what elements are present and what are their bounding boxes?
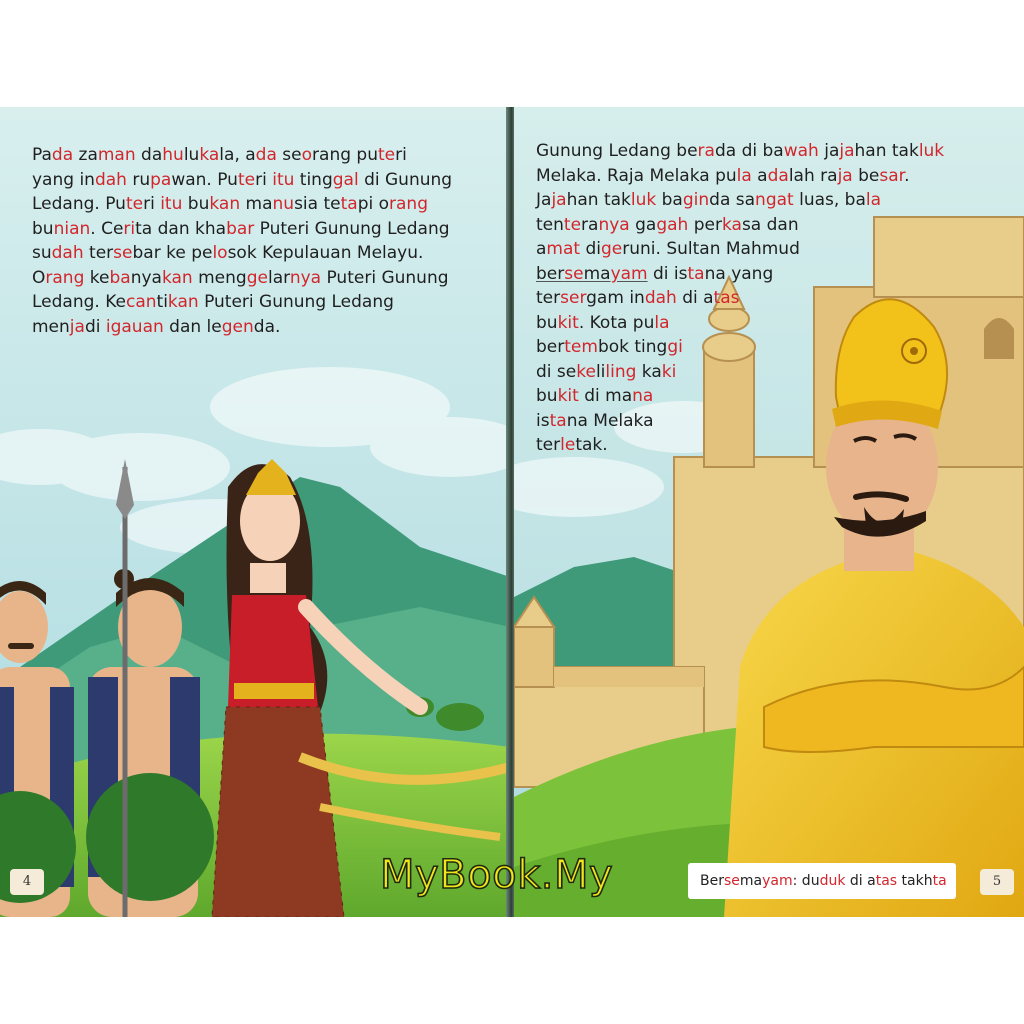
syllable-highlight: luk [630, 190, 657, 210]
book-spread [0, 107, 1024, 917]
text-segment: ten [536, 214, 564, 235]
syllable-highlight: da [255, 145, 277, 165]
syllable-highlight: ja [837, 165, 853, 186]
syllable-highlight: ge [246, 267, 268, 288]
syllable-highlight: tas [713, 288, 740, 308]
text-segment: ma [240, 194, 273, 214]
syllable-highlight: dah [51, 243, 84, 263]
syllable-highlight: na [632, 386, 654, 406]
text-segment: di ma [578, 386, 633, 406]
syllable-highlight: se [564, 263, 584, 284]
text-segment: ter [536, 288, 561, 308]
syllable-highlight: tem [564, 337, 598, 357]
story-line [536, 213, 1006, 238]
syllable-highlight: mat [546, 239, 581, 259]
syllable-highlight: ja [551, 190, 567, 210]
story-line [536, 237, 1006, 262]
syllable-highlight: tas [875, 873, 898, 889]
syllable-highlight: hu [162, 145, 184, 165]
syllable-highlight: se [723, 873, 740, 889]
syllable-highlight: nya [289, 267, 322, 288]
text-segment: . [904, 165, 910, 186]
text-segment: Ledang. Pu [32, 194, 126, 214]
text-segment: se [276, 145, 302, 165]
text-segment: bu [536, 312, 558, 333]
text-segment: la, [219, 145, 246, 165]
syllable-highlight: lo [212, 243, 228, 263]
text-segment: : du [792, 873, 820, 889]
text-segment: da di ba [714, 141, 784, 161]
left-story-text [32, 143, 492, 339]
syllable-highlight: te [125, 194, 144, 214]
text-segment: ber [536, 263, 565, 284]
text-segment: han tak [566, 190, 631, 210]
story-line [536, 335, 1006, 360]
syllable-highlight: ge [601, 239, 623, 259]
syllable-highlight: te [237, 169, 256, 190]
text-segment: a [751, 165, 768, 186]
text-segment: ru [126, 169, 151, 190]
story-line [32, 192, 492, 217]
text-segment: di [580, 239, 601, 259]
text-segment: na Melaka [566, 410, 654, 431]
syllable-highlight: rang [45, 267, 85, 288]
syllable-highlight: gin [682, 190, 710, 210]
text-segment: luas, ba [793, 190, 866, 210]
text-segment: Ber [700, 873, 724, 889]
text-segment: di Gunung [358, 169, 453, 190]
story-line [536, 384, 1006, 409]
page-number-left: 4 [10, 869, 44, 895]
text-segment: ta dan kha [135, 218, 227, 239]
text-segment: di se [536, 361, 577, 382]
syllable-highlight: wah [783, 141, 819, 161]
syllable-highlight: la [736, 165, 752, 186]
text-segment: ka [636, 361, 662, 382]
syllable-highlight: ta [932, 873, 947, 889]
text-segment: bu [182, 194, 210, 214]
text-segment: ri [255, 169, 273, 190]
text-segment: Ledang. Ke [32, 292, 126, 312]
syllable-highlight: igauan [105, 316, 164, 337]
story-line [536, 433, 1006, 458]
syllable-highlight: gal [332, 169, 359, 190]
syllable-highlight: ta [340, 194, 358, 214]
syllable-highlight: ja [839, 141, 855, 161]
syllable-highlight: ja [69, 316, 85, 337]
story-line [536, 286, 1006, 311]
story-line [536, 409, 1006, 434]
syllable-highlight: da [767, 165, 789, 186]
syllable-highlight: kit [557, 386, 579, 406]
syllable-highlight: can [125, 292, 157, 312]
text-segment: sia te [294, 194, 341, 214]
syllable-highlight: dah [94, 169, 127, 190]
text-segment: lah ra [788, 165, 838, 186]
right-page [514, 107, 1024, 917]
syllable-highlight: ke [576, 361, 596, 382]
syllable-highlight: la [865, 190, 882, 210]
text-segment: tak. [575, 435, 608, 455]
text-segment: pi o [357, 194, 390, 214]
story-line [32, 290, 492, 315]
story-line [32, 266, 492, 291]
text-segment: di is [647, 263, 688, 284]
text-segment: bar ke pe [132, 243, 213, 263]
text-segment: Ja [536, 190, 552, 210]
text-segment: wan. Pu [171, 169, 238, 190]
text-segment: rang pu [312, 145, 378, 165]
text-segment: Puteri Gunung [321, 267, 449, 288]
text-segment: na yang [704, 263, 774, 284]
text-segment: ma [583, 263, 611, 284]
glossary-box [688, 863, 956, 899]
syllable-highlight: duk [819, 873, 846, 889]
text-segment: ber [536, 337, 565, 357]
text-segment: da. [253, 316, 281, 337]
story-line [536, 360, 1006, 385]
text-segment: a [245, 145, 256, 165]
syllable-highlight: la [654, 312, 670, 333]
text-segment: han tak [854, 141, 919, 161]
syllable-highlight: kit [557, 312, 579, 333]
syllable-highlight: pa [150, 169, 172, 190]
text-segment: su [32, 243, 52, 263]
syllable-highlight: dah [644, 288, 677, 308]
text-segment: ma [739, 873, 763, 889]
text-segment: lar [267, 267, 290, 288]
text-segment: bok ting [597, 337, 668, 357]
text-segment: yang in [32, 169, 95, 190]
story-line [536, 164, 1006, 189]
text-segment: a [536, 239, 547, 259]
left-page [0, 107, 510, 917]
syllable-highlight: se [113, 243, 133, 263]
text-segment: ri [395, 145, 407, 165]
text-segment: O [32, 267, 46, 288]
text-segment: ting [294, 169, 333, 190]
syllable-highlight: ta [549, 410, 567, 431]
text-segment: di [84, 316, 106, 337]
watermark: MyBook.My [380, 852, 614, 898]
story-line [536, 139, 1006, 164]
text-segment: Puteri Gunung Ledang [254, 218, 450, 239]
syllable-highlight: kan [161, 267, 193, 288]
text-segment: ti [156, 292, 168, 312]
syllable-highlight: ser [560, 288, 587, 308]
syllable-highlight: ra [697, 141, 715, 161]
syllable-highlight: kan [209, 194, 241, 214]
text-segment: meng [192, 267, 247, 288]
syllable-highlight: gah [656, 214, 689, 235]
syllable-highlight: sar [879, 165, 905, 186]
syllable-highlight: nya [598, 214, 630, 235]
right-story-text [536, 139, 1006, 458]
text-segment: takh [897, 873, 933, 889]
text-segment: bu [536, 386, 558, 406]
syllable-highlight: le [560, 435, 576, 455]
text-segment: da sa [709, 190, 756, 210]
story-line [32, 143, 492, 168]
text-segment: di a [845, 873, 876, 889]
text-segment: per [688, 214, 722, 235]
text-segment: . Kota pu [578, 312, 655, 333]
syllable-highlight: kan [167, 292, 199, 312]
text-segment: men [32, 316, 70, 337]
text-segment: ter [536, 435, 561, 455]
story-line [32, 241, 492, 266]
syllable-highlight: ki [661, 361, 677, 382]
text-segment: Pa [32, 145, 52, 165]
syllable-highlight: gen [221, 316, 254, 337]
text-segment: za [73, 145, 98, 165]
text-segment: ter [83, 243, 114, 263]
syllable-highlight: ri [123, 218, 136, 239]
story-line [536, 262, 1006, 287]
syllable-highlight: nu [272, 194, 295, 214]
story-line [32, 168, 492, 193]
syllable-highlight: ling [605, 361, 637, 382]
text-segment: . Ce [90, 218, 124, 239]
text-segment: ba [656, 190, 683, 210]
syllable-highlight: itu [160, 194, 183, 214]
text-segment: li [595, 361, 606, 382]
text-segment: nya [130, 267, 162, 288]
page-number-right: 5 [980, 869, 1014, 895]
text-segment: is [536, 410, 550, 431]
text-segment: gam in [586, 288, 645, 308]
syllable-highlight: o [301, 145, 313, 165]
text-segment: ga [629, 214, 657, 235]
text-segment: ke [84, 267, 110, 288]
syllable-highlight: te [377, 145, 396, 165]
story-line [536, 311, 1006, 336]
syllable-highlight: yam [762, 873, 793, 889]
text-segment: sok Kepulauan Melayu. [227, 243, 424, 263]
text-segment: di a [676, 288, 714, 308]
text-segment: ri [143, 194, 161, 214]
glossary-text [700, 873, 947, 889]
text-segment: bu [32, 218, 54, 239]
text-segment: be [852, 165, 880, 186]
syllable-highlight: ka [199, 145, 220, 165]
text-segment: Gunung Ledang be [536, 141, 698, 161]
syllable-highlight: nian [53, 218, 91, 239]
text-segment: da [135, 145, 163, 165]
syllable-highlight: ka [721, 214, 742, 235]
syllable-highlight: te [563, 214, 582, 235]
syllable-highlight: yam [610, 263, 648, 284]
syllable-highlight: gi [667, 337, 683, 357]
text-segment: sa dan [741, 214, 799, 235]
syllable-highlight: da [51, 145, 74, 165]
syllable-highlight: ta [687, 263, 705, 284]
story-line [536, 188, 1006, 213]
syllable-highlight: rang [389, 194, 428, 214]
story-line [32, 315, 492, 340]
syllable-highlight: ngat [755, 190, 794, 210]
text-segment: dan le [163, 316, 222, 337]
text-segment: ja [818, 141, 840, 161]
syllable-highlight: ba [109, 267, 131, 288]
syllable-highlight: man [97, 145, 136, 165]
syllable-highlight: bar [226, 218, 255, 239]
text-segment: ra [581, 214, 599, 235]
text-segment: Puteri Gunung Ledang [198, 292, 394, 312]
syllable-highlight: luk [918, 141, 945, 161]
text-segment: Melaka. Raja Melaka pu [536, 165, 737, 186]
story-line [32, 217, 492, 242]
syllable-highlight: itu [272, 169, 295, 190]
text-segment: runi. Sultan Mahmud [622, 239, 800, 259]
text-segment: lu [183, 145, 200, 165]
